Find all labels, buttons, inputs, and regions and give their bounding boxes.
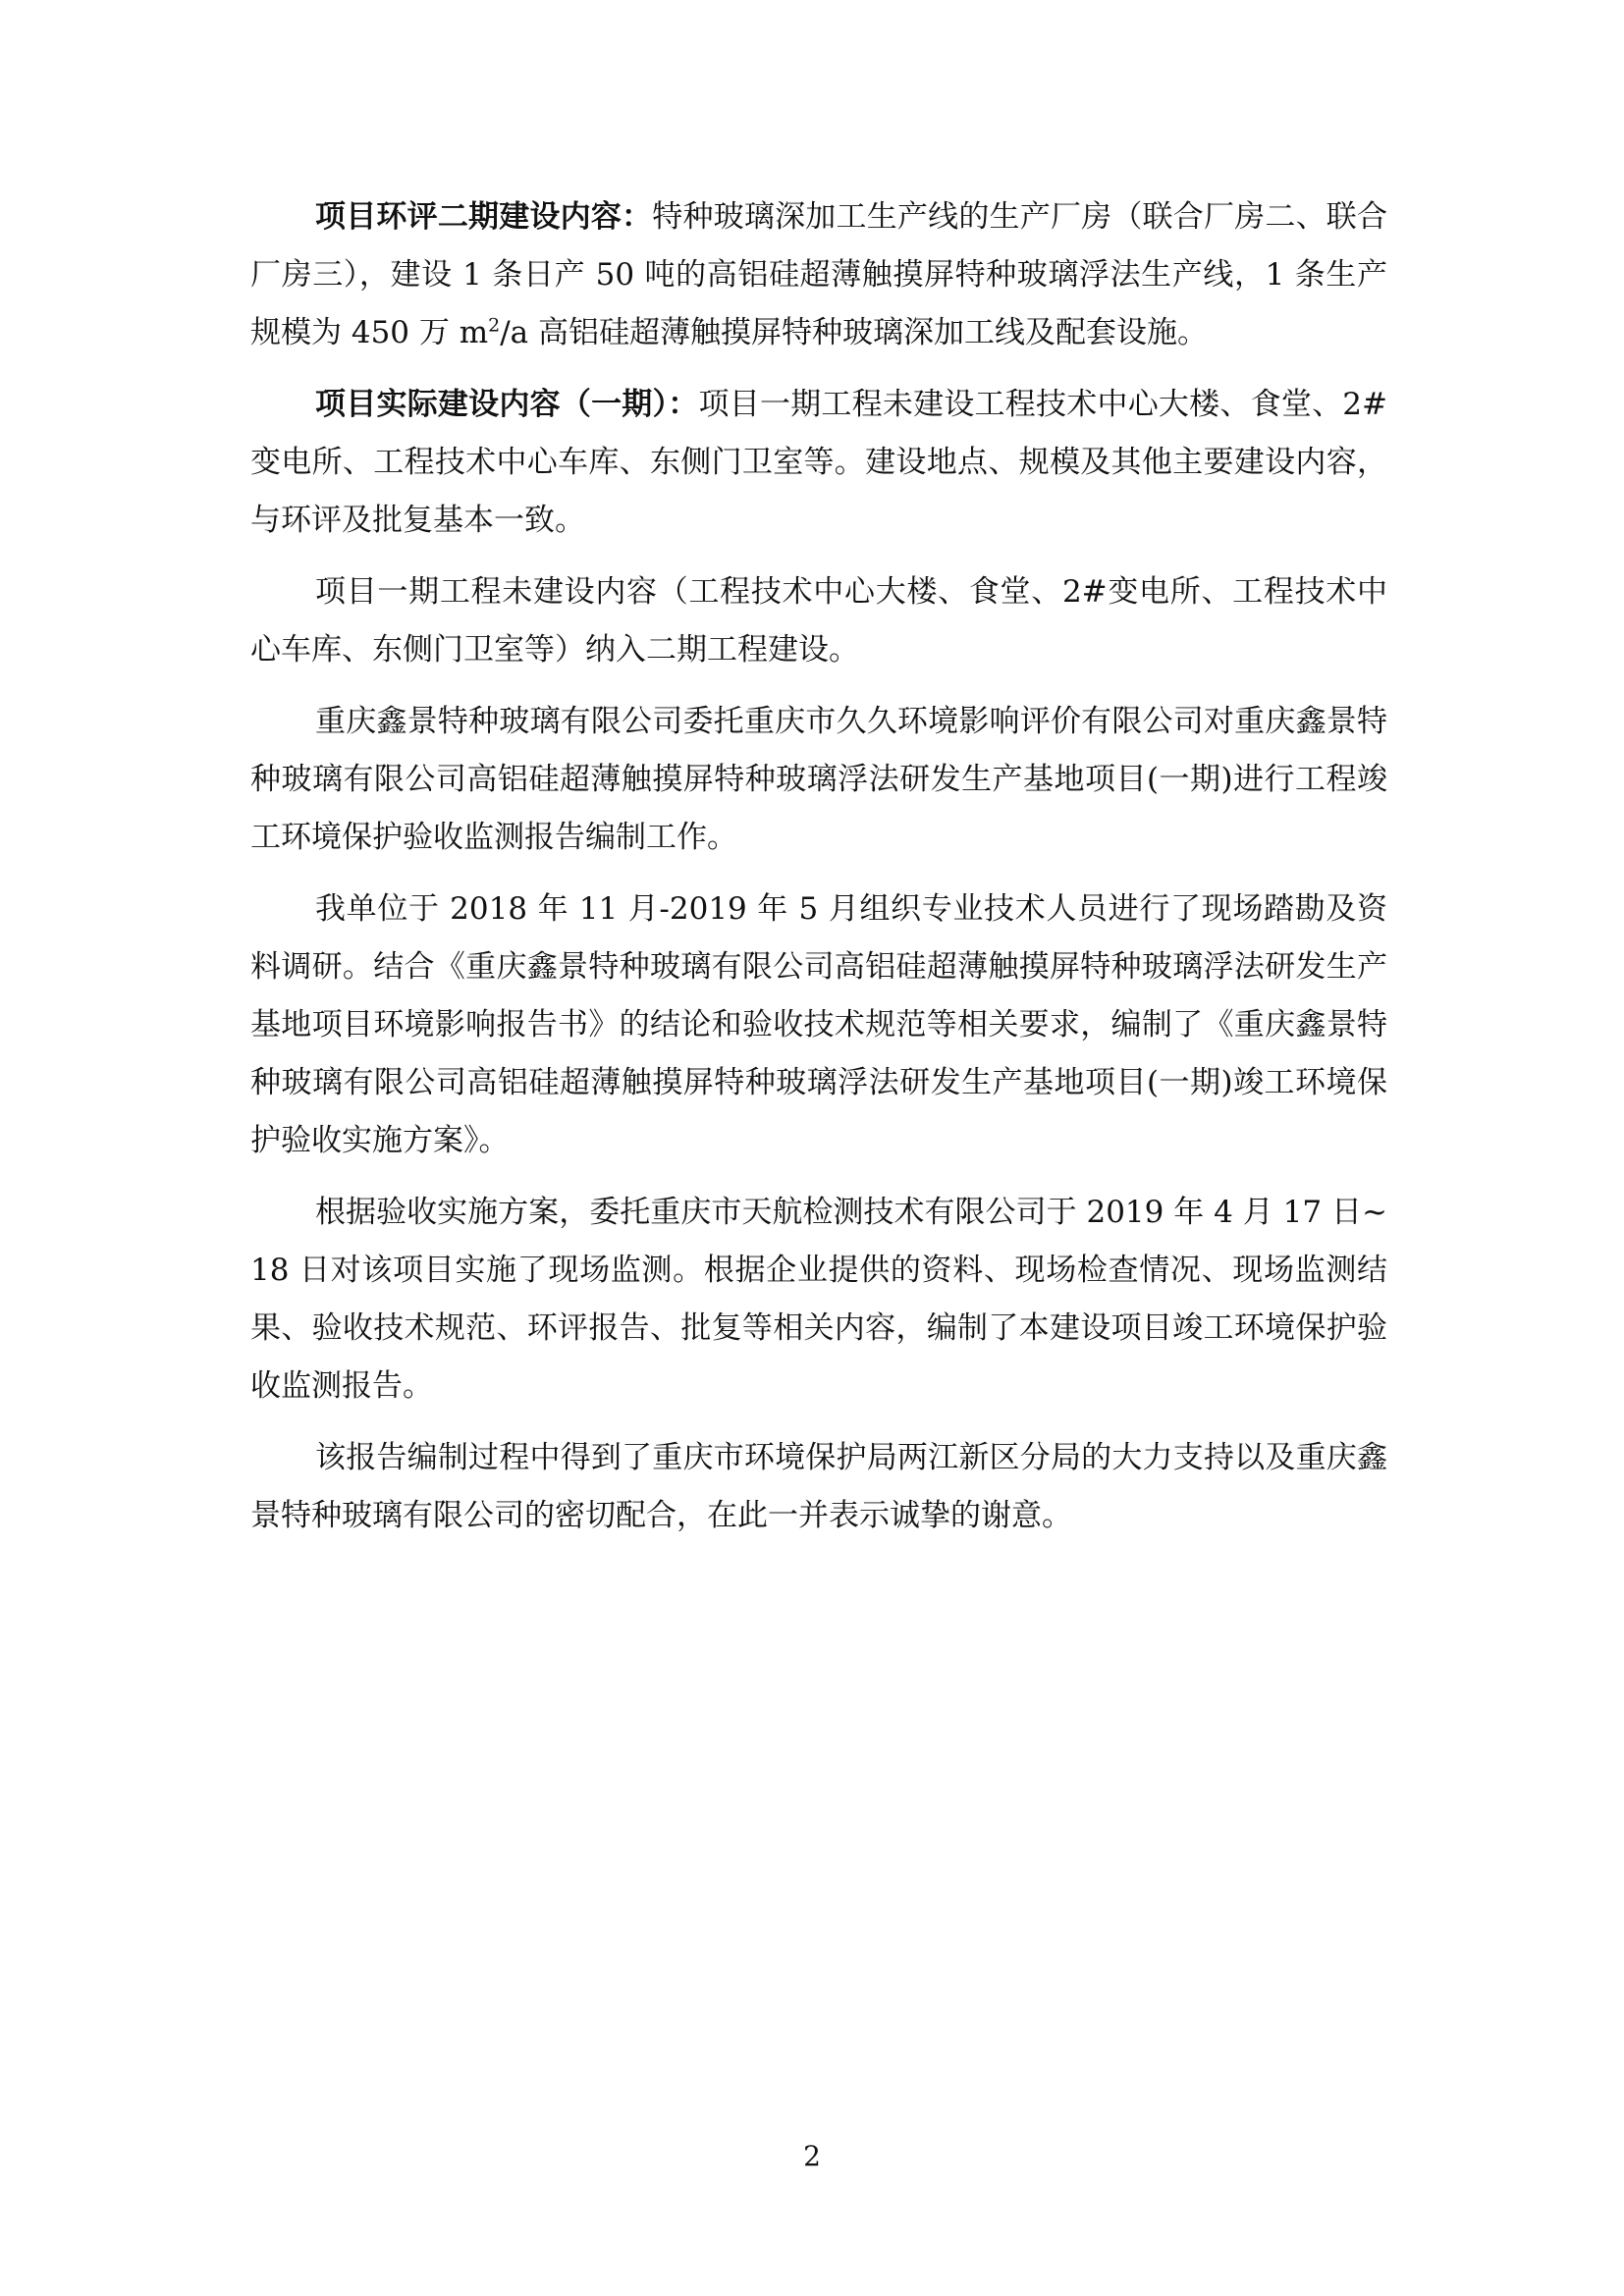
paragraph-text: 项目一期工程未建设内容（工程技术中心大楼、食堂、2#变电所、工程技术中心车库、东侧门卫室等）纳入二期工程建设。 xyxy=(250,574,1387,667)
paragraph-text: 我单位于 2018 年 11 月-2019 年 5 月组织专业技术人员进行了现场踏勘及资料调研。结合《重庆鑫景特种玻璃有限公司高铝硅超薄触摸屏特种玻璃浮法研发生产基地项目环境影响报告书》的结论和验收技术规范等相关要求，编制了《重庆鑫景特种玻璃有限公司高铝硅超薄触摸屏特种玻璃浮法研发生产基地项目(一期)竣工环境保护验收实施方案》。 xyxy=(250,891,1387,1158)
document-page xyxy=(250,188,1387,1559)
paragraph-actual-content xyxy=(250,376,1387,550)
paragraph-text: 该报告编制过程中得到了重庆市环境保护局两江新区分局的大力支持以及重庆鑫景特种玻璃有限公司的密切配合，在此一并表示诚挚的谢意。 xyxy=(250,1440,1387,1533)
paragraph-acknowledgement xyxy=(250,1429,1387,1545)
paragraph-monitoring xyxy=(250,1184,1387,1415)
paragraph-text: 重庆鑫景特种玻璃有限公司委托重庆市久久环境影响评价有限公司对重庆鑫景特种玻璃有限公司高铝硅超薄触摸屏特种玻璃浮法研发生产基地项目(一期)进行工程竣工环境保护验收监测报告编制工作。 xyxy=(250,704,1387,855)
paragraph-lead: 项目实际建设内容（一期）： xyxy=(315,387,699,422)
paragraph-text: 根据验收实施方案，委托重庆市天航检测技术有限公司于 2019 年 4 月 17 日~18 日对该项目实施了现场监测。根据企业提供的资料、现场检查情况、现场监测结果、验收技术规范、环评报告、批复等相关内容，编制了本建设项目竣工环境保护验收监测报告。 xyxy=(250,1195,1387,1404)
paragraph-unbuilt-content xyxy=(250,563,1387,679)
page-number: 2 xyxy=(803,2140,821,2172)
paragraph-investigation xyxy=(250,881,1387,1170)
paragraph-phase2-content xyxy=(250,188,1387,362)
paragraph-lead: 项目环评二期建设内容： xyxy=(315,199,653,235)
paragraph-text: 项目一期工程未建设工程技术中心大楼、食堂、2#变电所、工程技术中心车库、东侧门卫室等。建设地点、规模及其他主要建设内容，与环评及批复基本一致。 xyxy=(250,387,1387,538)
paragraph-commission xyxy=(250,693,1387,867)
paragraph-text: 特种玻璃深加工生产线的生产厂房（联合厂房二、联合厂房三），建设 1 条日产 50 吨的高铝硅超薄触摸屏特种玻璃浮法生产线，1 条生产规模为 450 万 m xyxy=(250,199,1387,350)
paragraph-text-continued: /a 高铝硅超薄触摸屏特种玻璃深加工线及配套设施。 xyxy=(500,315,1209,350)
superscript-unit: 2 xyxy=(488,314,501,337)
